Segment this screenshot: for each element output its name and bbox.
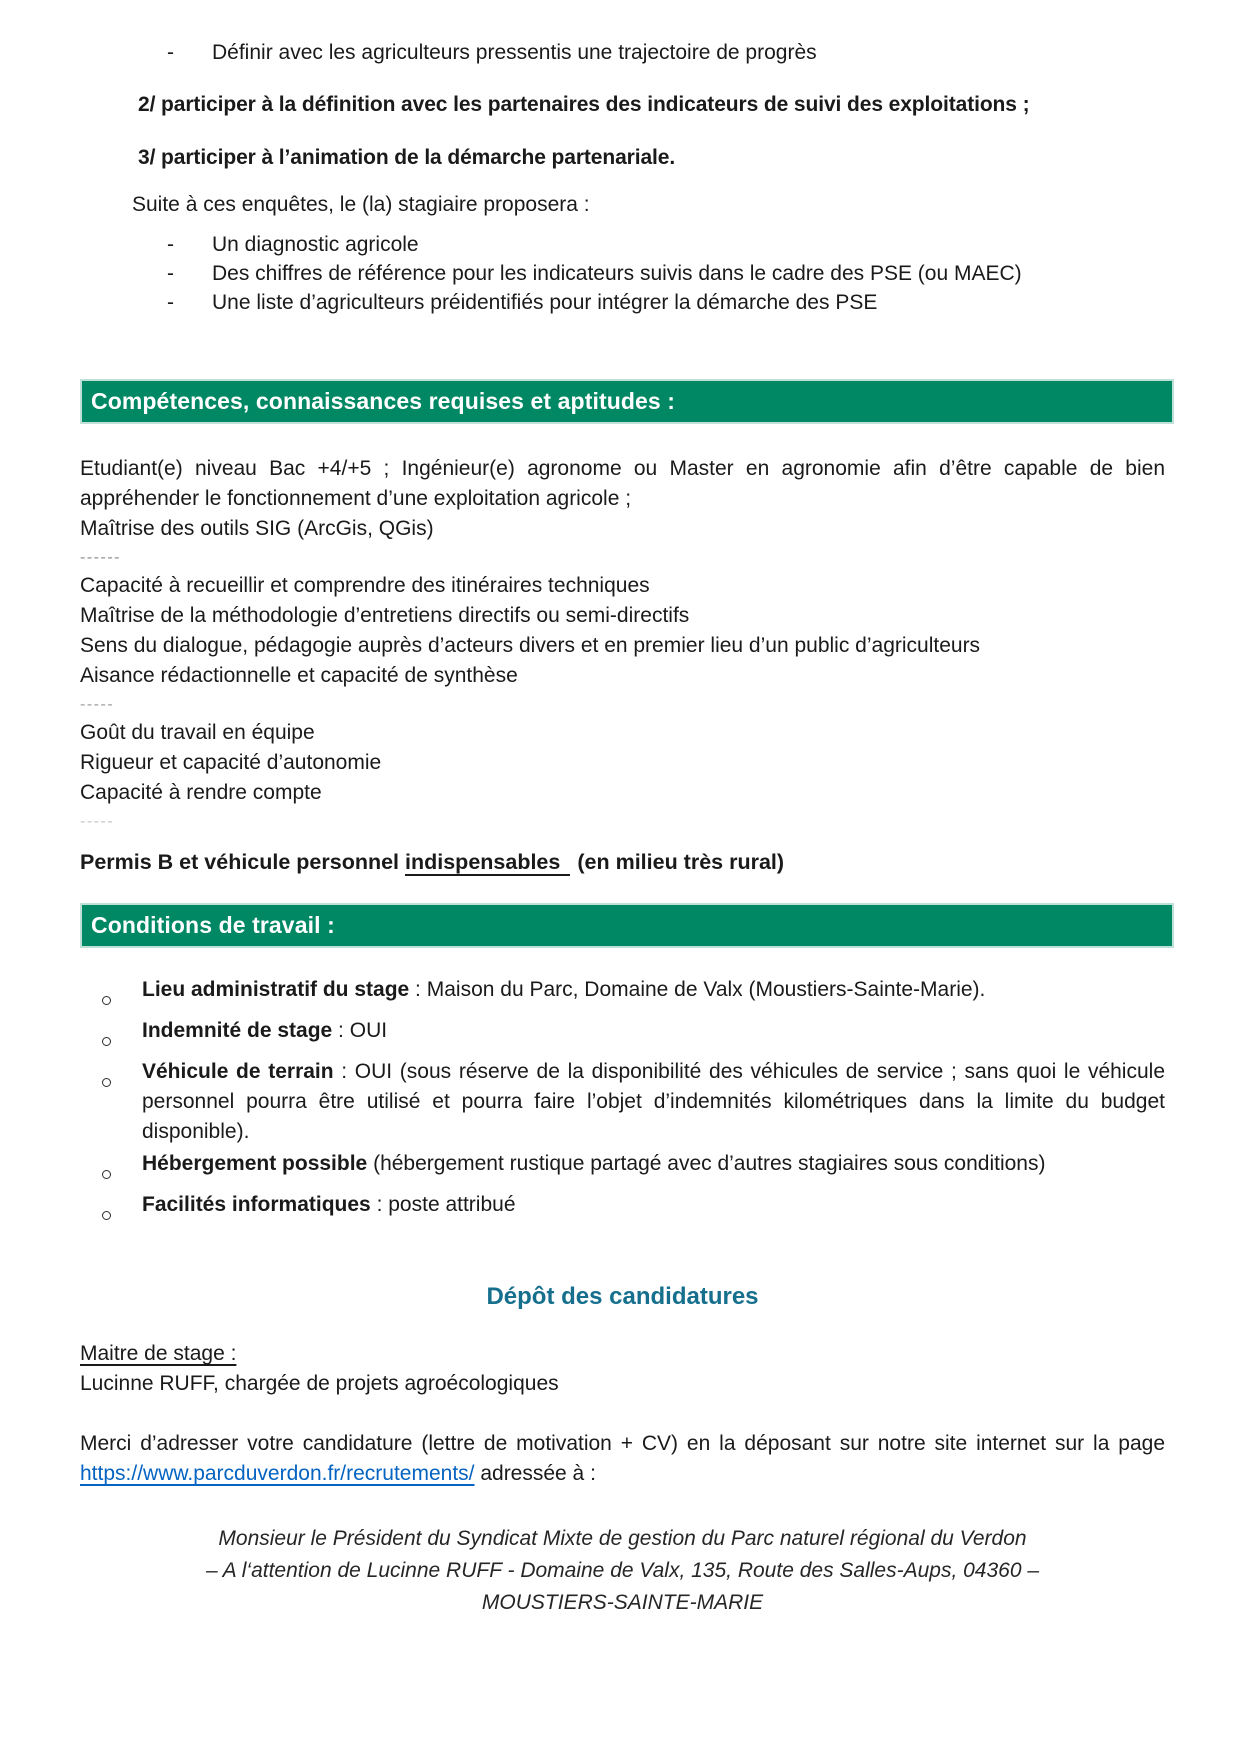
skill-line: Capacité à recueillir et comprendre des itinéraires techniques: [80, 574, 650, 597]
address-line: Monsieur le Président du Syndicat Mixte de gestion du Parc naturel régional du Verdon: [218, 1527, 1027, 1550]
skill-line: Sens du dialogue, pédagogie auprès d’acteurs divers et en premier lieu d’un public d’agriculteurs: [80, 634, 981, 657]
circle-bullet-icon: [102, 1149, 142, 1188]
recruitment-link[interactable]: https://www.parcduverdon.fr/recrutements/: [80, 1462, 475, 1485]
document-content: [80, 38, 1165, 1619]
section-header-label: Compétences, connaissances requises et aptitudes :: [91, 388, 676, 414]
condition-text: Hébergement possible (hébergement rustique partagé avec d’autres stagiaires sous conditions): [142, 1152, 1046, 1175]
section-header-competences: [80, 379, 1174, 424]
condition-item-indemnite: [80, 1016, 1165, 1055]
postal-address-block: [80, 1523, 1165, 1619]
circle-bullet-icon: [102, 1190, 142, 1229]
dash-separator: -----: [80, 696, 115, 713]
circle-bullet-icon: [102, 1057, 142, 1147]
bullet-text: Définir avec les agriculteurs pressentis une trajectoire de progrès: [212, 41, 817, 64]
bullet-text: Une liste d’agriculteurs préidentifiés pour intégrer la démarche des PSE: [212, 291, 878, 314]
list-item: [80, 259, 1165, 288]
permis-underlined-word: indispensables: [405, 850, 570, 876]
dash-bullet: -: [167, 233, 174, 256]
mission-bullet-list-top: [80, 38, 1165, 67]
condition-text: Indemnité de stage : OUI: [142, 1019, 388, 1042]
circle-bullet-icon: [102, 975, 142, 1014]
permis-text-part1: Permis B et véhicule personnel: [80, 850, 406, 874]
permis-requirement-line: [80, 847, 1165, 877]
list-item: [80, 288, 1165, 317]
dash-separator: -----: [80, 813, 115, 830]
bullet-text: Des chiffres de référence pour les indicateurs suivis dans le cadre des PSE (ou MAEC): [212, 262, 1022, 285]
condition-item-informatique: [80, 1190, 1165, 1229]
aptitude-line: Capacité à rendre compte: [80, 781, 322, 804]
instructions-after-link: adressée à :: [474, 1462, 596, 1485]
dash-bullet: -: [167, 262, 174, 285]
condition-text: Facilités informatiques : poste attribué: [142, 1193, 516, 1216]
maitre-de-stage-name: Lucinne RUFF, chargée de projets agroécologiques: [80, 1372, 559, 1395]
application-instructions: [80, 1429, 1165, 1489]
section-header-conditions: [80, 903, 1174, 948]
address-line: MOUSTIERS-SAINTE-MARIE: [481, 1591, 764, 1614]
bullet-text: Un diagnostic agricole: [212, 233, 419, 256]
list-item: [80, 230, 1165, 259]
condition-text: Lieu administratif du stage : Maison du Parc, Domaine de Valx (Moustiers-Sainte-Marie).: [142, 978, 986, 1001]
sig-skill-line: Maîtrise des outils SIG (ArcGis, QGis): [80, 517, 434, 540]
deliverables-list: [80, 230, 1165, 317]
instructions-before-link: Merci d’adresser votre candidature (lettre de motivation + CV) en la déposant sur notre site internet sur la page: [80, 1432, 1165, 1455]
dash-separator: ------: [80, 549, 121, 566]
mission-item-2: 2/ participer à la définition avec les partenaires des indicateurs de suivi des exploitations ;: [138, 93, 1030, 116]
mission-item-3: 3/ participer à l’animation de la démarche partenariale.: [138, 146, 676, 169]
maitre-de-stage-label: Maitre de stage :: [80, 1342, 237, 1365]
condition-item-vehicule: [80, 1057, 1165, 1147]
aptitude-line: Rigueur et capacité d’autonomie: [80, 751, 382, 774]
conditions-list: [80, 975, 1165, 1229]
address-line: – A l‘attention de Lucinne RUFF - Domaine de Valx, 135, Route des Salles-Aups, 04360 –: [205, 1559, 1040, 1582]
circle-bullet-icon: [102, 1016, 142, 1055]
permis-text-part2: (en milieu très rural): [577, 850, 785, 874]
condition-item-lieu: [80, 975, 1165, 1014]
profile-paragraph: Etudiant(e) niveau Bac +4/+5 ; Ingénieur(e) agronome ou Master en agronomie afin d’être capable de bien appréhender le fonctionnement d’une exploitation agricole ;: [80, 457, 1165, 510]
section-header-label: Conditions de travail :: [91, 912, 335, 938]
condition-item-hebergement: [80, 1149, 1165, 1188]
condition-text: Véhicule de terrain : OUI (sous réserve de la disponibilité des véhicules de service ; sans quoi le véhicule personnel pourra être utilisé et pourra faire l’objet d’indemnités kilométriques dans la limite du budget disponible).: [142, 1060, 1166, 1143]
skill-line: Maîtrise de la méthodologie d’entretiens directifs ou semi-directifs: [80, 604, 690, 627]
aptitude-line: Goût du travail en équipe: [80, 721, 315, 744]
dash-bullet: -: [167, 291, 174, 314]
list-item: [80, 38, 1165, 67]
depot-title: Dépôt des candidatures: [486, 1283, 759, 1310]
dash-bullet: -: [167, 41, 174, 64]
stagiaire-lead: Suite à ces enquêtes, le (la) stagiaire proposera :: [132, 193, 590, 216]
skill-line: Aisance rédactionnelle et capacité de synthèse: [80, 664, 518, 687]
